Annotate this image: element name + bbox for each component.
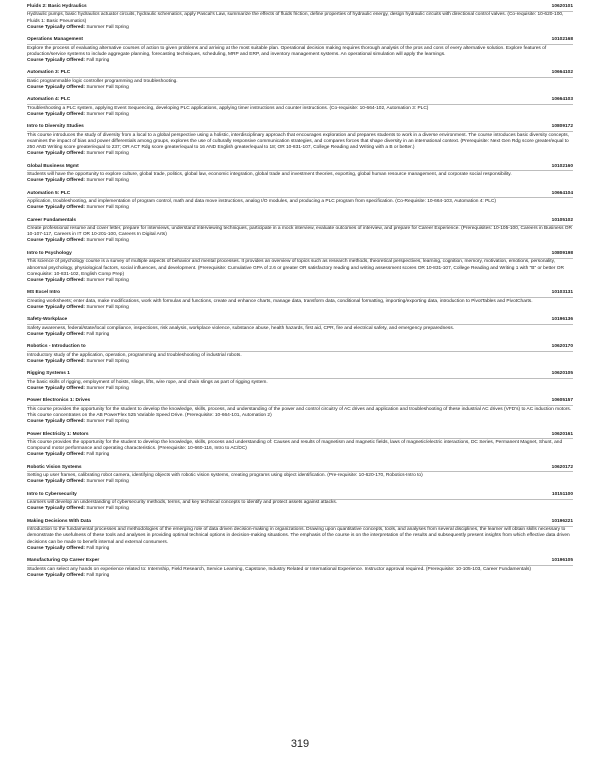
course-entry [27, 371, 573, 392]
course-offered [27, 506, 573, 512]
course-entry [27, 164, 573, 185]
course-header [27, 164, 573, 172]
course-description: This course provides the opportunity for the student to develop the knowledge, skills, process, and understanding of the power and control circuitry of AC drives and application and troubleshooting of these industrial AC drives (VFD's) to AC induction motors. This course concentrates on the AB PowerFlex 525 Variable Speed Drive. (Prerequisite: 10-664-101, Automation 2) [27, 406, 572, 419]
offered-terms: Summer Fall Spring [86, 419, 129, 425]
course-title: Automation 3: PLC [27, 70, 71, 76]
course-header [27, 290, 573, 298]
course-entry [27, 218, 573, 245]
course-title: Career Fundamentals [27, 217, 77, 223]
course-offered [27, 305, 573, 311]
offered-label: Course Typically Offered: [27, 178, 87, 184]
course-offered [27, 151, 573, 157]
course-entry [27, 4, 573, 31]
course-number: 10196221 [551, 518, 573, 524]
course-entry [27, 70, 573, 91]
course-number: 10605157 [551, 398, 573, 404]
offered-label: Course Typically Offered: [27, 358, 87, 364]
offered-label: Course Typically Offered: [27, 84, 87, 90]
course-number: 10664103 [551, 97, 573, 103]
course-number: 10620172 [551, 464, 573, 470]
course-description: Application, troubleshooting, and implementation of program control, math and data move instructions, analog I/O modules, and producing a PLC program from specification. (Co-Requisite: 10-664-103, Automation 4: PLC) [27, 199, 497, 205]
offered-label: Course Typically Offered: [27, 238, 87, 244]
offered-terms: Summer Fall Spring [86, 304, 129, 310]
course-number: 10151100 [551, 491, 573, 497]
course-number: 10809198 [551, 250, 573, 256]
course-offered [27, 332, 573, 338]
offered-terms: Fall Spring [86, 331, 110, 337]
course-description: Safety awareness, federal/state/local compliance, inspections, risk analysis, workplace violence, substance abuse, health hazards, first aid, CPR, fire and electrical safety, and emergency preparedness. [27, 325, 455, 331]
offered-label: Course Typically Offered: [27, 57, 87, 63]
course-number: 10620105 [551, 371, 573, 377]
course-description: Explore the process of evaluating alternative courses of action to given problems and arriving at the most suitable plan. Operational decision making requires thorough analysis of the pros and cons of every alternative solution. Explore features of production/service systems to include aggregate planning, forecasting techniques, scheduling, MRP and ERP, and inventory management systems. An operational simulation will apply the learnings. [27, 45, 547, 57]
course-offered [27, 359, 573, 365]
course-offered [27, 278, 573, 284]
course-description: Introduction to the fundamental processes and methodologies of the emerging role of data driven decision-making in organizations. Drawing upon quantitative concepts, tools, and analyses from several disciplines, the learner will obtain skills necessary to demonstrate the usefulness of these tools and analyses in providing optimal technical options in decision-making situations. The emphasis of the course is on the interpretation of the results and subsequently present insights from which effective data driven decisions can be made to benefit internal and external consumers. [27, 527, 570, 545]
offered-terms: Summer Fall Spring [86, 24, 129, 30]
course-entry [27, 465, 573, 486]
course-header [27, 218, 573, 226]
course-title: Power Electronics 1: Drives [27, 398, 91, 404]
offered-terms: Fall Spring [86, 57, 110, 63]
course-description: Basic programmable logic controller programming and troubleshooting. [27, 78, 178, 84]
offered-terms: Summer Fall Spring [86, 506, 129, 512]
course-number: 10664104 [551, 190, 573, 196]
offered-label: Course Typically Offered: [27, 24, 87, 30]
course-description: The basic skills of rigging, employment of hoists, slings, lifts, wire rope, and chain slings as part of rigging system. [27, 379, 268, 385]
course-offered [27, 85, 573, 91]
course-title: Rigging Systems 1 [27, 371, 70, 377]
course-entry [27, 519, 573, 552]
course-entry [27, 432, 573, 459]
course-offered [27, 546, 573, 552]
course-title: Fluids 2: Basic Hydraulics [27, 4, 87, 9]
course-header [27, 558, 573, 566]
page-number: 319 [290, 738, 310, 750]
course-title: Intro to Psychology [27, 250, 72, 256]
course-number: 10809172 [551, 124, 573, 130]
course-offered [27, 112, 573, 118]
course-list [27, 4, 573, 585]
course-entry [27, 124, 573, 157]
course-number: 10620101 [551, 4, 573, 9]
course-number: 10664102 [551, 70, 573, 76]
course-entry [27, 317, 573, 338]
course-number: 10103131 [551, 290, 573, 296]
course-title: Intro to Cybersecurity [27, 491, 77, 497]
course-header [27, 432, 573, 440]
course-offered [27, 479, 573, 485]
course-offered [27, 58, 573, 64]
course-entry [27, 191, 573, 212]
course-header [27, 124, 573, 132]
course-entry [27, 290, 573, 311]
course-number: 10102160 [551, 163, 573, 169]
course-offered [27, 386, 573, 392]
course-offered [27, 419, 573, 425]
offered-terms: Summer Fall Spring [86, 178, 129, 184]
course-title: Safety-Workplace [27, 317, 68, 323]
offered-label: Course Typically Offered: [27, 277, 87, 283]
offered-terms: Summer Fall Spring [86, 358, 129, 364]
offered-label: Course Typically Offered: [27, 111, 87, 117]
offered-terms: Summer Fall Spring [86, 238, 129, 244]
offered-label: Course Typically Offered: [27, 506, 87, 512]
course-header [27, 398, 573, 406]
course-offered [27, 205, 573, 211]
course-title: Global Business Mgmt [27, 163, 79, 169]
course-description: Creating worksheets; enter data, make modifications, work with formulas and functions, create and enhance charts, manage data, transform data, conditional formatting, importing/exporting data, introduction to PivotTables and PivotCharts. [27, 298, 533, 304]
offered-label: Course Typically Offered: [27, 385, 87, 391]
course-header [27, 37, 573, 45]
course-title: Intro to Diversity Studies [27, 124, 84, 130]
offered-terms: Summer Fall Spring [86, 151, 129, 157]
course-title: Making Decisions With Data [27, 518, 91, 524]
course-header [27, 465, 573, 473]
offered-terms: Summer Fall Spring [86, 385, 129, 391]
course-title: MS Excel Intro [27, 290, 61, 296]
course-number: 10620161 [551, 431, 573, 437]
course-number: 10196136 [551, 317, 573, 323]
course-description: This science of psychology course is a survey of multiple aspects of behavior and mental processes. It provides an overview of topics such as research methods, theoretical perspectives, learning, cognition, memory, motivation, emotions, personality, abnormal psychology, physiological factors, social influences, and development. (Prerequisite: Cumulative GPA of 2.6 or greater OR satisfactory reading and writing assessment scores OR 10-831-107, College Reading and Writing 1 with "B" or better OR Corequisite: 10-831-102, English Comp Prep) [27, 259, 564, 277]
course-offered [27, 238, 573, 244]
offered-terms: Summer Fall Spring [86, 111, 129, 117]
offered-label: Course Typically Offered: [27, 545, 87, 551]
offered-terms: Fall Spring [86, 545, 110, 551]
course-description: Hydraulic pumps, basic hydraulics actuator circuits, hydraulic schematics, apply Pascal's Law, summarize the effects of fluids friction, define properties of hydraulic energy, design hydraulic circuits with directional control valves. (Co-requisite: 10-620-100, Fluids 1: Basic Pneumatics) [27, 12, 564, 24]
offered-label: Course Typically Offered: [27, 331, 87, 337]
course-offered [27, 573, 573, 579]
course-number: 10196105 [551, 558, 573, 564]
course-entry [27, 344, 573, 365]
offered-terms: Summer Fall Spring [86, 84, 129, 90]
course-entry [27, 398, 573, 425]
course-entry [27, 558, 573, 579]
offered-label: Course Typically Offered: [27, 419, 87, 425]
course-offered [27, 25, 573, 31]
course-header [27, 519, 573, 527]
course-entry [27, 37, 573, 64]
offered-label: Course Typically Offered: [27, 479, 87, 485]
course-header [27, 191, 573, 199]
course-description: This course provides the opportunity for the student to develop the knowledge, skills, process and understanding of: Causes and results of magnetism and magnetic fields, laws of magnetic/electric interactions, DC Series, Permanent Magnet, Shunt, and Compound motor performance and operating characteristics. (Prerequisite: 10-660-116, Intro to AC/DC) [27, 440, 563, 452]
course-header [27, 317, 573, 325]
course-offered [27, 178, 573, 184]
course-description: Create professional resume and cover letter, prepare for interviews, understand interviewing techniques, participate in a mock interview, evaluate outcomes of interview, and prepare for Career Experience. (Prerequisites: 10-105-100, Careers in Business OR 10-107-117, Careers in IT OR 10-201-100, Careers In Digital Arts) [27, 226, 572, 238]
offered-label: Course Typically Offered: [27, 205, 87, 211]
course-header [27, 97, 573, 105]
course-description: This course introduces the study of diversity from a local to a global perspective using a holistic, interdisciplinary approach that encourages exploration and prepares students to work in a diverse environment. The course introduces basic diversity concepts, examines the impact of bias and power differentials among groups, explores the use of culturally responsive communication strategies, and compares forces that shape diversity in an international context. (Prerequisite: Next Gen Rdg score greater/equal to 250 AND Writing score greater/equal to 237; OR ACT Rdg score greater/equal to 16 AND English greater/equal to 18; OR 10-831-107, College Reading and Writing with a B or better.) [27, 132, 569, 151]
course-description: Troubleshooting a PLC system, applying Event Sequencing, developing PLC applications, applying timer instructions and counter instructions. (Co-requisite: 10-664-102, Automation 3: PLC) [27, 105, 429, 111]
course-description: Students can select any hands on experience related to: Internship, Field Research, Service Learning, Capstone, Industry Related or International Experience. Instructor approval required. (Prerequisite: 10-105-103, Career Fundamentals) [27, 566, 531, 572]
course-title: Operations Management [27, 37, 83, 43]
course-title: Robotic Vision Systems [27, 464, 82, 470]
offered-label: Course Typically Offered: [27, 304, 87, 310]
offered-terms: Fall Spring [86, 572, 110, 578]
course-number: 10105102 [551, 217, 573, 223]
course-description: Students will have the opportunity to explore culture, global trade, politics, global law, economic integration, global trade and investment theories, exporting, global human resource management, and corporate social responsibility. [27, 172, 512, 178]
offered-terms: Summer Fall Spring [86, 277, 129, 283]
course-number: 10102168 [551, 37, 573, 43]
course-entry [27, 492, 573, 513]
course-entry [27, 97, 573, 118]
course-title: Power Electricity 1: Motors [27, 431, 89, 437]
offered-label: Course Typically Offered: [27, 572, 87, 578]
course-description: Setting up user frames, calibrating robot camera, identifying objects with robotic vision systems, creating programs using object identification. (Pre-requisite: 10-620-170, Robotics-Intro to) [27, 473, 423, 479]
course-title: Automation 4: PLC [27, 97, 71, 103]
course-description: Learners will develop an understanding of cybersecurity methods, terms, and key technical concepts to identify and protect assets against attacks. [27, 500, 338, 506]
course-header [27, 70, 573, 78]
course-title: Robotics - Introduction to [27, 344, 86, 350]
offered-terms: Fall Spring [86, 452, 110, 458]
course-header [27, 4, 573, 12]
course-number: 10620170 [551, 344, 573, 350]
course-title: Automation 5: PLC [27, 190, 71, 196]
offered-label: Course Typically Offered: [27, 151, 87, 157]
offered-terms: Summer Fall Spring [86, 205, 129, 211]
course-header [27, 371, 573, 379]
course-offered [27, 452, 573, 458]
course-header [27, 344, 573, 352]
course-title: Manufacturing Op Career Exper [27, 558, 100, 564]
course-description: Introductory study of the application, operation, programming and troubleshooting of industrial robots. [27, 352, 242, 358]
course-header [27, 251, 573, 259]
course-entry [27, 251, 573, 284]
course-header [27, 492, 573, 500]
offered-terms: Summer Fall Spring [86, 479, 129, 485]
offered-label: Course Typically Offered: [27, 452, 87, 458]
